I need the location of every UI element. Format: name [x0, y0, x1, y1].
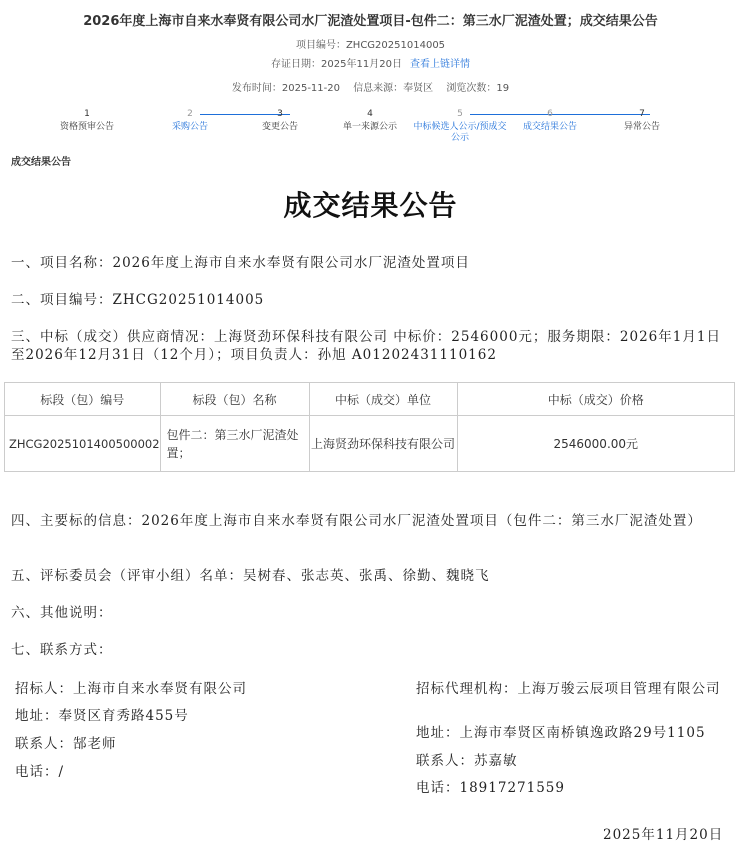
col-header-name: 标段（包）名称	[160, 383, 309, 416]
col-header-price: 中标（成交）价格	[457, 383, 734, 416]
col-header-winner: 中标（成交）单位	[309, 383, 457, 416]
archive-date: 存证日期：2025年11月20日	[271, 59, 402, 70]
step-3[interactable]: 3 变更公告	[261, 109, 298, 132]
archive-detail-link[interactable]: 查看上链详情	[409, 59, 470, 70]
process-steps	[40, 108, 700, 154]
cell-name: 包件二：第三水厂泥渣处置；	[160, 416, 309, 472]
item-project-code: 二、项目编号：ZHCG20251014005	[11, 292, 265, 308]
item-project-name: 一、项目名称：2026年度上海市自来水奉贤有限公司水厂泥渣处置项目	[11, 255, 470, 271]
section-heading: 成交结果公告	[11, 157, 71, 168]
notice-title: 成交结果公告	[283, 189, 458, 222]
cell-winner: 上海贤劲环保科技有限公司	[309, 416, 457, 472]
step-4[interactable]: 4 单一来源公示	[342, 109, 397, 132]
step-7[interactable]: 7 异常公告	[623, 109, 660, 132]
buyer-contact-person: 联系人：郜老师	[15, 736, 117, 752]
table-row	[5, 416, 735, 472]
item-committee: 五、评标委员会（评审小组）名单：吴树春、张志英、张禹、徐勤、魏晓飞	[11, 568, 490, 584]
item-other-notes: 六、其他说明：	[11, 605, 113, 621]
agency-address: 地址：上海市奉贤区南桥镇逸政路29号1105	[416, 725, 706, 741]
step-2[interactable]: 2 采购公告	[171, 109, 208, 132]
info-line	[0, 79, 741, 94]
info-source: 信息来源：奉贤区	[353, 83, 434, 94]
publish-time: 发布时间：2025-11-20	[231, 83, 340, 94]
result-table	[4, 382, 735, 472]
item-supplier: 三、中标（成交）供应商情况：上海贤劲环保科技有限公司 中标价：2546000元；服务期限：2026年1月1日至2026年12月31日（12个月）；项目负责人：孙旭 A01202431110162	[11, 329, 721, 363]
buyer-phone: 电话：/	[15, 764, 65, 780]
table-header-row	[5, 383, 735, 416]
agency-name: 招标代理机构：上海万骏云辰项目管理有限公司	[416, 681, 721, 697]
archive-line	[0, 55, 741, 70]
item-contact: 七、联系方式：	[11, 642, 113, 658]
step-1[interactable]: 1 资格预审公告	[59, 109, 114, 132]
sign-date: 2025年11月20日	[603, 827, 724, 842]
page-title: 2026年度上海市自来水奉贤有限公司水厂泥渣处置项目-包件二：第三水厂泥渣处置；成交结果公告	[83, 14, 658, 29]
project-code-line: 项目编号：ZHCG20251014005	[295, 40, 446, 51]
step-5[interactable]: 5 中标候选人公示/预成交公示	[413, 109, 507, 143]
col-header-code: 标段（包）编号	[5, 383, 161, 416]
buyer-address: 地址：奉贤区育秀路455号	[15, 708, 189, 724]
buyer-name: 招标人：上海市自来水奉贤有限公司	[15, 681, 247, 697]
agency-phone: 电话：18917271559	[416, 780, 565, 796]
agency-contact-person: 联系人：苏嘉敏	[416, 753, 518, 769]
step-6[interactable]: 6 成交结果公告	[522, 109, 577, 132]
cell-price: 2546000.00元	[457, 416, 734, 472]
view-count: 浏览次数：19	[446, 83, 510, 94]
cell-code: ZHCG2025101400500002	[5, 416, 161, 472]
item-main-subject: 四、主要标的信息：2026年度上海市自来水奉贤有限公司水厂泥渣处置项目（包件二：第三水厂泥渣处置）	[11, 513, 702, 529]
